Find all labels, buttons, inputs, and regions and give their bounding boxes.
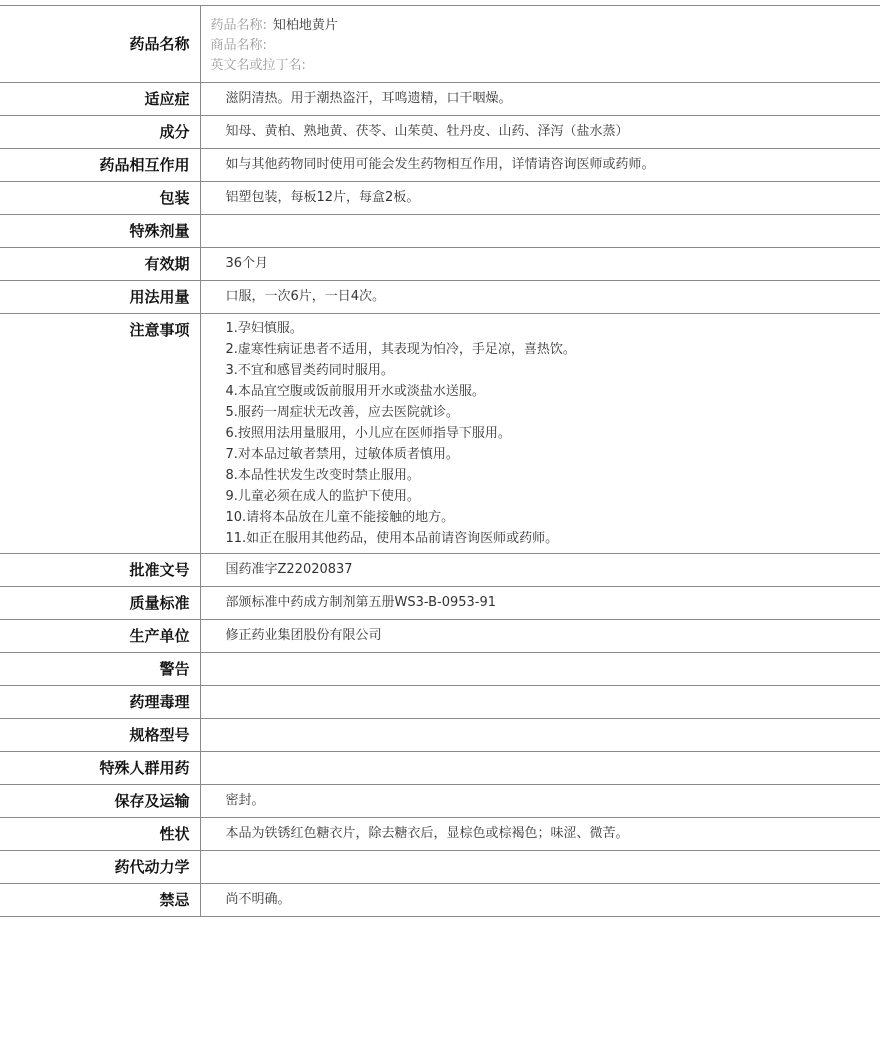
contraindications-row xyxy=(0,884,880,917)
standard-value: 部颁标准中药成方制剂第五册WS3-B-0953-91 xyxy=(225,595,497,610)
special-population-value xyxy=(200,752,880,785)
special-dosage-row xyxy=(0,215,880,248)
note-item: 6.按照用法用量服用，小儿应在医师指导下服用。 xyxy=(225,426,511,441)
indication-label: 适应症 xyxy=(0,83,200,116)
pharmacology-value xyxy=(200,686,880,719)
pharmacokinetics-value xyxy=(200,851,880,884)
storage-label: 保存及运输 xyxy=(0,785,200,818)
note-item: 3.不宜和感冒类药同时服用。 xyxy=(225,363,394,378)
appearance-row xyxy=(0,818,880,851)
special-dosage-label: 特殊剂量 xyxy=(0,215,200,248)
warning-row xyxy=(0,653,880,686)
generic-name-line xyxy=(211,16,880,36)
note-item: 2.虚寒性病证患者不适用，其表现为怕冷，手足凉，喜热饮。 xyxy=(225,342,576,357)
packaging-label: 包装 xyxy=(0,182,200,215)
usage-row xyxy=(0,281,880,314)
appearance-value: 本品为铁锈红色糖衣片，除去糖衣后，显棕色或棕褐色；味涩、微苦。 xyxy=(225,826,629,841)
english-name-key: 英文名或拉丁名: xyxy=(210,58,306,73)
generic-name-key: 药品名称: xyxy=(210,18,267,33)
interactions-value: 如与其他药物同时使用可能会发生药物相互作用，详情请咨询医师或药师。 xyxy=(225,157,655,172)
interactions-label: 药品相互作用 xyxy=(0,149,200,182)
ingredients-row xyxy=(0,116,880,149)
indication-value: 滋阴清热。用于潮热盗汗，耳鸣遗精，口干咽燥。 xyxy=(225,91,512,106)
approval-value: 国药准字Z22020837 xyxy=(225,562,353,577)
drug-name-label: 药品名称 xyxy=(0,6,200,83)
note-item: 1.孕妇慎服。 xyxy=(225,321,303,336)
manufacturer-row xyxy=(0,620,880,653)
note-item: 10.请将本品放在儿童不能接触的地方。 xyxy=(225,510,455,525)
standard-label: 质量标准 xyxy=(0,587,200,620)
pharmacology-label: 药理毒理 xyxy=(0,686,200,719)
note-item: 5.服药一周症状无改善，应去医院就诊。 xyxy=(225,405,459,420)
special-population-label: 特殊人群用药 xyxy=(0,752,200,785)
notes-label: 注意事项 xyxy=(0,314,200,554)
manufacturer-value: 修正药业集团股份有限公司 xyxy=(225,628,382,643)
trade-name-line xyxy=(211,36,880,56)
interactions-row xyxy=(0,149,880,182)
pharmacology-row xyxy=(0,686,880,719)
validity-value: 36个月 xyxy=(225,256,269,271)
note-item: 4.本品宜空腹或饭前服用开水或淡盐水送服。 xyxy=(225,384,485,399)
validity-row xyxy=(0,248,880,281)
drug-name-details xyxy=(200,6,880,83)
ingredients-label: 成分 xyxy=(0,116,200,149)
specification-label: 规格型号 xyxy=(0,719,200,752)
packaging-row xyxy=(0,182,880,215)
notes-value xyxy=(200,314,880,554)
packaging-value: 铝塑包装，每板12片，每盒2板。 xyxy=(225,190,420,205)
warning-label: 警告 xyxy=(0,653,200,686)
contraindications-value: 尚不明确。 xyxy=(225,892,291,907)
generic-name-value: 知柏地黄片 xyxy=(272,18,338,33)
note-item: 9.儿童必须在成人的监护下使用。 xyxy=(225,489,420,504)
pharmacokinetics-label: 药代动力学 xyxy=(0,851,200,884)
english-name-line xyxy=(211,56,880,76)
approval-label: 批准文号 xyxy=(0,554,200,587)
drug-name-row xyxy=(0,6,880,83)
contraindications-label: 禁忌 xyxy=(0,884,200,917)
trade-name-key: 商品名称: xyxy=(210,38,267,53)
appearance-label: 性状 xyxy=(0,818,200,851)
usage-label: 用法用量 xyxy=(0,281,200,314)
indication-row xyxy=(0,83,880,116)
notes-row xyxy=(0,314,880,554)
usage-value: 口服，一次6片，一日4次。 xyxy=(225,289,386,304)
notes-list xyxy=(226,318,880,549)
special-population-row xyxy=(0,752,880,785)
special-dosage-value xyxy=(200,215,880,248)
warning-value xyxy=(200,653,880,686)
note-item: 7.对本品过敏者禁用，过敏体质者慎用。 xyxy=(225,447,459,462)
storage-row xyxy=(0,785,880,818)
pharmacokinetics-row xyxy=(0,851,880,884)
ingredients-value: 知母、黄柏、熟地黄、茯苓、山茱萸、牡丹皮、山药、泽泻（盐水蒸） xyxy=(225,124,629,139)
storage-value: 密封。 xyxy=(225,793,265,808)
approval-row xyxy=(0,554,880,587)
manufacturer-label: 生产单位 xyxy=(0,620,200,653)
validity-label: 有效期 xyxy=(0,248,200,281)
standard-row xyxy=(0,587,880,620)
specification-value xyxy=(200,719,880,752)
drug-spec-table xyxy=(0,5,880,917)
note-item: 8.本品性状发生改变时禁止服用。 xyxy=(225,468,420,483)
note-item: 11.如正在服用其他药品，使用本品前请咨询医师或药师。 xyxy=(225,531,559,546)
specification-row xyxy=(0,719,880,752)
